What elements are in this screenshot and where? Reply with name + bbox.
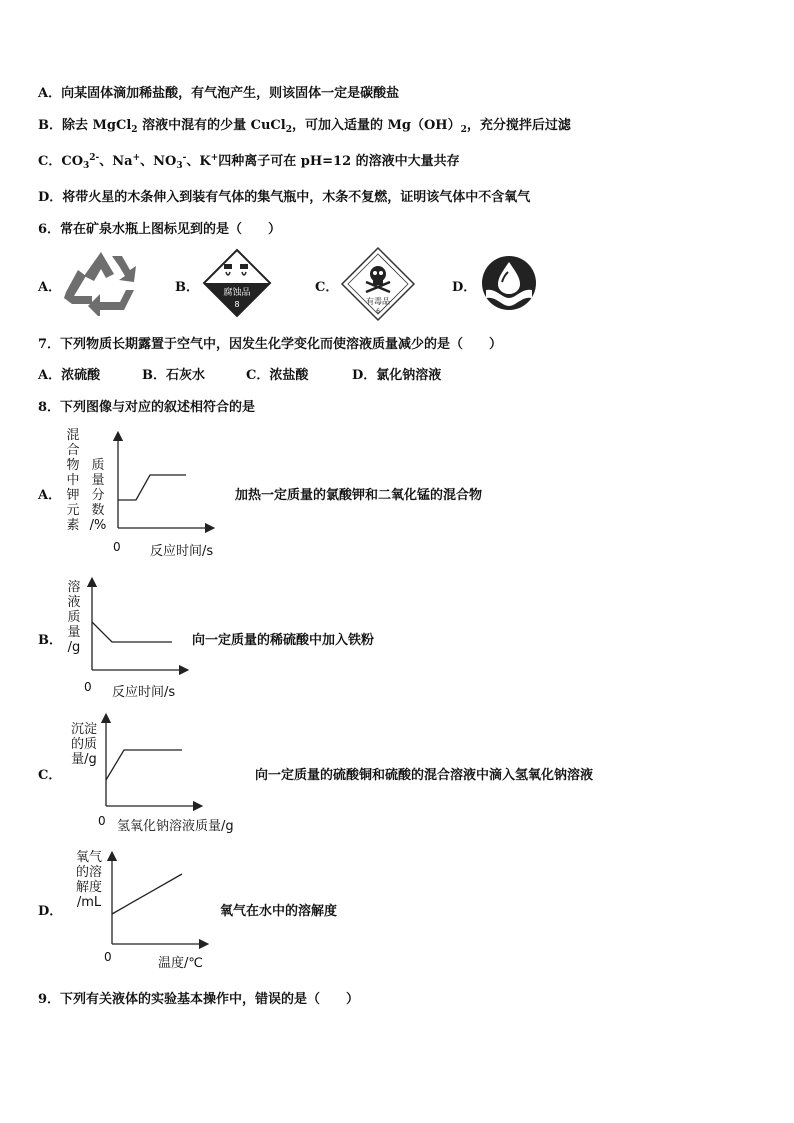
q8-label-b: B．	[38, 633, 62, 648]
q8-a-origin: 0	[113, 540, 121, 554]
q5-option-b: B．除去 MgCl$_2$ 溶液中混有的少量 CuCl$_2$，可加入适量的 $Mg(OH)_2$，充分搅拌后过滤	[38, 118, 571, 135]
q8-a-curve	[118, 475, 186, 500]
toxic-icon	[340, 246, 416, 326]
q8-stem: 8．下列图像与对应的叙述相符合的是	[38, 400, 256, 415]
q8-a-xlabel: 反应时间/s	[150, 544, 214, 559]
q5-option-a: A．向某固体滴加稀盐酸，有气泡产生，则该固体一定是碳酸盐	[38, 86, 400, 101]
q8-c-description: 向一定质量的硫酸铜和硫酸的混合溶液中滴入氢氧化钠溶液	[255, 768, 594, 783]
q8-c-xlabel: 氢氧化钠溶液质量/g	[117, 819, 234, 834]
q6-label-d: D．	[452, 280, 477, 295]
q8-a-graph	[110, 430, 220, 544]
q8-b-origin: 0	[84, 680, 92, 694]
q7-option-b: B．石灰水	[142, 368, 205, 383]
q8-c-origin: 0	[98, 814, 106, 828]
q9-stem: 9．下列有关液体的实验基本操作中，错误的是（ ）	[38, 992, 360, 1007]
q8-d-description: 氧气在水中的溶解度	[220, 904, 338, 919]
toxic-number: 6	[376, 308, 380, 315]
q8-b-description: 向一定质量的稀硫酸中加入铁粉	[192, 633, 375, 648]
q8-a-description: 加热一定质量的氯酸钾和二氧化锰的混合物	[235, 488, 483, 503]
q8-label-a: A．	[38, 488, 62, 503]
q8-b-curve	[92, 622, 172, 642]
q8-b-xlabel: 反应时间/s	[112, 685, 176, 700]
q8-d-ylabel: 氧气 的溶 解度 /mL	[75, 850, 102, 910]
q5-option-d: D．将带火星的木条伸入到装有气体的集气瓶中，木条不复燃，证明该气体中不含氧气	[38, 190, 531, 205]
water-saving-icon	[480, 254, 538, 316]
q8-c-graph	[98, 712, 208, 816]
q8-b-ylabel: 溶 液 质 量 /g	[67, 580, 81, 655]
corrosive-label: 腐蚀品	[223, 288, 251, 298]
corrosive-number: 8	[234, 300, 240, 309]
q6-label-b: B．	[175, 280, 199, 295]
toxic-label: 有毒品	[366, 297, 390, 306]
q8-a-ylabel-inner: 质 量 分 数 /%	[89, 458, 107, 533]
q6-label-c: C．	[315, 280, 339, 295]
corrosive-icon	[202, 248, 272, 322]
q6-stem: 6．常在矿泉水瓶上图标见到的是（ ）	[38, 222, 282, 237]
q7-option-c: C．浓盐酸	[246, 368, 309, 383]
q8-label-c: C．	[38, 768, 62, 783]
q8-d-xlabel: 温度/℃	[158, 956, 203, 971]
q8-d-curve	[112, 874, 182, 914]
q6-label-a: A．	[38, 280, 62, 295]
recycle-icon	[64, 250, 138, 320]
q8-d-graph	[104, 850, 214, 954]
q8-label-d: D．	[38, 904, 63, 919]
q5-option-c: C．$CO_3^{2-}$、Na+、$NO_3^-$、K+四种离子可在 pH=12 的溶液中大量共存	[38, 153, 460, 171]
q8-b-graph	[84, 576, 194, 680]
q8-a-ylabel-outer: 混 合 物 中 钾 元 素	[66, 428, 80, 533]
q7-option-d: D．氯化钠溶液	[352, 368, 442, 383]
q7-option-a: A．浓硫酸	[38, 368, 101, 383]
q8-c-curve	[106, 750, 182, 780]
q7-stem: 7．下列物质长期露置于空气中，因发生化学变化而使溶液质量减少的是（ ）	[38, 337, 503, 352]
q8-d-origin: 0	[104, 950, 112, 964]
q8-c-ylabel: 沉淀 的质 量/g	[70, 722, 97, 767]
